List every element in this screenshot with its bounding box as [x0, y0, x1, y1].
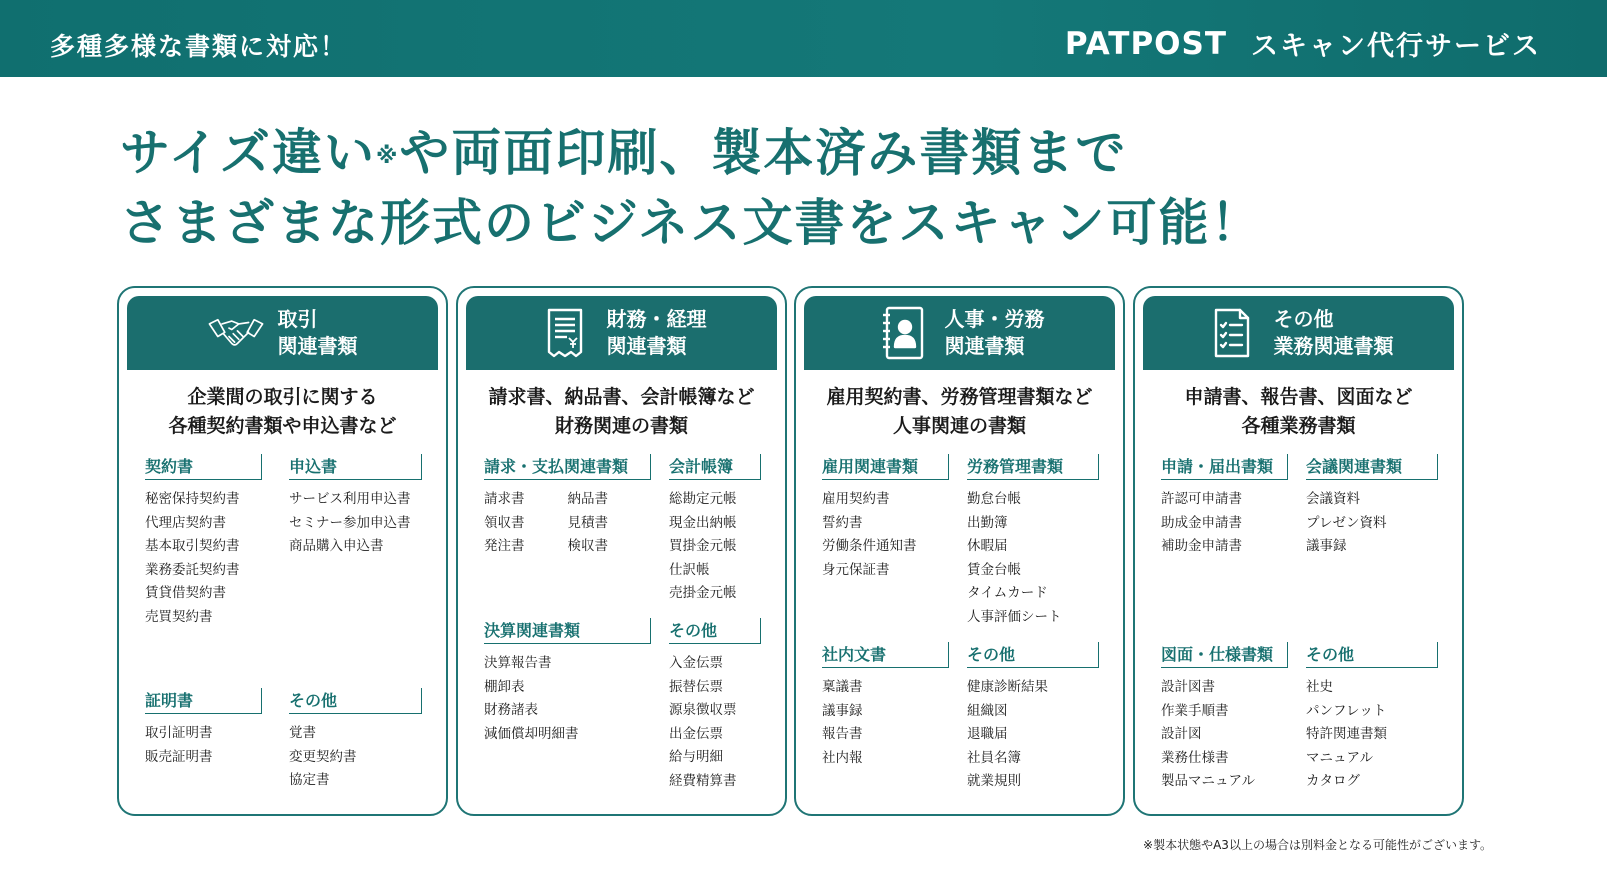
list-item: サービス利用申込書 [289, 491, 411, 507]
section-applications [289, 454, 422, 559]
section-applications-notices [1161, 454, 1288, 559]
section-title: 会計帳簿 [669, 454, 761, 480]
list-item: 労働条件通知書 [822, 538, 917, 554]
section-title: その他 [669, 618, 761, 644]
card-header [1143, 296, 1454, 370]
list-item: 報告書 [822, 726, 863, 742]
personnel-file-icon [875, 305, 931, 361]
item-column [568, 488, 652, 559]
list-item: 身元保証書 [822, 561, 890, 578]
section-items [822, 488, 949, 582]
card-header [804, 296, 1115, 370]
list-item: 設計図 [1161, 726, 1202, 742]
list-item: 健康診断結果 [967, 679, 1048, 695]
section-items [145, 488, 262, 629]
section-title: 証明書 [145, 688, 262, 714]
card-desc-line-1: 雇用契約書、労務管理書類など [826, 386, 1093, 408]
list-item: 給与明細 [669, 749, 723, 765]
section-certificates [145, 688, 262, 769]
list-item: 議事録 [1306, 538, 1347, 554]
list-item: 補助金申請書 [1161, 538, 1242, 554]
list-item: 請求書 [484, 491, 525, 507]
list-item: 特許関連書類 [1306, 726, 1387, 742]
card-hr [794, 286, 1125, 816]
list-item: 誓約書 [822, 514, 863, 531]
section-title: 雇用関連書類 [822, 454, 949, 480]
section-title: 申込書 [289, 454, 422, 480]
card-description [796, 383, 1123, 441]
top-banner [0, 0, 1607, 77]
section-billing [484, 454, 651, 559]
list-item: パンフレット [1306, 702, 1387, 719]
card-desc-line-2: 各種業務書類 [1241, 415, 1356, 437]
card-title-line-1: 人事・労務 [944, 307, 1045, 331]
section-other [289, 688, 422, 793]
list-item: 協定書 [289, 772, 330, 788]
list-item: マニュアル [1306, 749, 1373, 766]
section-meetings [1306, 454, 1438, 559]
section-items [822, 676, 949, 770]
section-items [669, 652, 761, 793]
section-employment [822, 454, 949, 582]
section-other [1306, 642, 1438, 794]
list-item: 雇用契約書 [822, 491, 890, 507]
patpost-logo: PATPOST [1064, 25, 1227, 62]
list-item: 売掛金元帳 [669, 585, 737, 601]
card-title-line-2: 関連書類 [277, 334, 358, 358]
section-title: 図面・仕様書類 [1161, 642, 1288, 668]
list-item: 業務仕様書 [1161, 749, 1229, 766]
list-item: 出勤簿 [967, 514, 1008, 531]
list-item: 組織図 [967, 702, 1008, 719]
handshake-icon [208, 305, 264, 361]
section-other [967, 642, 1099, 794]
list-item: 人事評価シート [967, 608, 1062, 625]
list-item: セミナー参加申込書 [289, 514, 411, 531]
section-items [669, 488, 761, 606]
card-title [278, 306, 358, 360]
list-item: 売買契約書 [145, 608, 213, 625]
card-description [458, 383, 785, 441]
list-item: プレゼン資料 [1306, 514, 1387, 531]
list-item: 領収書 [484, 514, 525, 531]
section-items [145, 722, 262, 769]
list-item: 基本取引契約書 [145, 538, 240, 554]
card-title-line-1: 取引 [277, 307, 318, 331]
card-title-line-2: 関連書類 [606, 334, 687, 358]
headline-line-2: さまざまな形式のビジネス文書をスキャン可能！ [120, 194, 1263, 252]
item-column [484, 488, 568, 559]
section-contracts [145, 454, 262, 629]
section-items [1306, 488, 1438, 559]
headline-text-a: サイズ違い [120, 124, 376, 182]
list-item: 稟議書 [822, 679, 863, 695]
card-finance [456, 286, 787, 816]
section-items [289, 722, 422, 793]
card-header [127, 296, 438, 370]
card-desc-line-2: 人事関連の書類 [892, 415, 1026, 437]
card-desc-line-1: 企業間の取引に関する [187, 386, 378, 408]
card-title-line-2: 関連書類 [944, 334, 1025, 358]
headline [120, 118, 1263, 258]
card-title-line-2: 業務関連書類 [1273, 334, 1394, 358]
list-item: 賃金台帳 [967, 561, 1021, 578]
list-item: 棚卸表 [484, 678, 525, 695]
list-item: カタログ [1306, 773, 1360, 789]
section-items [289, 488, 422, 559]
list-item: 総勘定元帳 [669, 491, 737, 507]
list-item: 社員名簿 [967, 749, 1021, 766]
list-item: 就業規則 [967, 773, 1021, 789]
card-title-line-1: その他 [1273, 307, 1334, 331]
list-item: 買掛金元帳 [669, 538, 737, 554]
section-title: 社内文書 [822, 642, 949, 668]
list-item: 秘密保持契約書 [145, 491, 240, 507]
section-title: その他 [289, 688, 422, 714]
tagline: 多種多様な書類に対応！ [50, 32, 348, 61]
list-item: 振替伝票 [669, 678, 723, 695]
card-title-line-1: 財務・経理 [606, 307, 707, 331]
section-drawings [1161, 642, 1288, 794]
section-labor [967, 454, 1099, 629]
list-item: 社内報 [822, 749, 863, 766]
card-description [1135, 383, 1462, 441]
list-item: 議事録 [822, 702, 863, 719]
card-desc-line-1: 請求書、納品書、会計帳簿など [488, 386, 755, 408]
section-settlement [484, 618, 651, 746]
section-title: その他 [1306, 642, 1438, 668]
list-item: 会議資料 [1306, 491, 1360, 507]
card-desc-line-2: 各種契約書類や申込書など [168, 415, 397, 437]
section-items [484, 652, 651, 746]
list-item: 納品書 [567, 491, 608, 507]
list-item: 減価償却明細書 [484, 725, 579, 742]
card-title [1274, 306, 1394, 360]
list-item: 賃貸借契約書 [145, 585, 226, 601]
section-items [1306, 676, 1438, 794]
list-item: 経費精算書 [669, 772, 737, 789]
list-item: 出金伝票 [669, 725, 723, 742]
section-title: 申請・届出書類 [1161, 454, 1288, 480]
list-item: 設計図書 [1161, 679, 1215, 695]
section-internal [822, 642, 949, 770]
footnote-mark: ※ [376, 144, 400, 169]
card-title [607, 306, 707, 360]
list-item: 検収書 [567, 538, 608, 554]
receipt-yen-icon [537, 305, 593, 361]
card-transaction [117, 286, 448, 816]
service-name: スキャン代行サービス [1251, 31, 1541, 62]
list-item: 源泉徴収票 [669, 702, 737, 718]
footnote: ※製本状態やA3以上の場合は別料金となる可能性がございます。 [1143, 838, 1492, 852]
section-items [967, 488, 1099, 629]
list-item: 退職届 [967, 726, 1008, 742]
card-title [945, 306, 1045, 360]
headline-text-b: や両面印刷、製本済み書類まで [399, 124, 1128, 182]
card-desc-line-2: 財務関連の書類 [554, 415, 688, 437]
section-title: 契約書 [145, 454, 262, 480]
list-item: 覚書 [289, 725, 316, 741]
list-item: 作業手順書 [1161, 702, 1229, 719]
checklist-document-icon [1204, 305, 1260, 361]
brand [1065, 24, 1541, 63]
list-item: 製品マニュアル [1161, 773, 1255, 789]
section-title: 請求・支払関連書類 [484, 454, 651, 480]
list-item: 取引証明書 [145, 725, 213, 741]
list-item: 仕訳帳 [669, 561, 710, 578]
list-item: 業務委託契約書 [145, 561, 240, 578]
list-item: タイムカード [967, 585, 1048, 601]
section-title: 決算関連書類 [484, 618, 651, 644]
list-item: 見積書 [567, 514, 608, 531]
card-description [119, 383, 446, 441]
section-other [669, 618, 761, 793]
card-desc-line-1: 申請書、報告書、図面など [1184, 386, 1413, 408]
list-item: 財務諸表 [484, 702, 538, 718]
section-items [484, 488, 651, 559]
headline-line-1 [120, 118, 1263, 188]
list-item: 商品購入申込書 [289, 538, 384, 554]
list-item: 社史 [1306, 679, 1333, 695]
section-items [967, 676, 1099, 794]
list-item: 許認可申請書 [1161, 491, 1242, 507]
list-item: 休暇届 [967, 538, 1008, 554]
list-item: 発注書 [484, 538, 525, 554]
section-title: 会議関連書類 [1306, 454, 1438, 480]
section-title: 労務管理書類 [967, 454, 1099, 480]
list-item: 助成金申請書 [1161, 514, 1242, 531]
section-items [1161, 488, 1288, 559]
list-item: 代理店契約書 [145, 514, 226, 531]
list-item: 変更契約書 [289, 748, 357, 765]
list-item: 入金伝票 [669, 655, 723, 671]
list-item: 販売証明書 [145, 748, 213, 765]
list-item: 決算報告書 [484, 655, 552, 671]
card-other-business [1133, 286, 1464, 816]
section-title: その他 [967, 642, 1099, 668]
section-items [1161, 676, 1288, 794]
list-item: 現金出納帳 [669, 514, 737, 531]
list-item: 勤怠台帳 [967, 491, 1021, 507]
card-header [466, 296, 777, 370]
section-ledgers [669, 454, 761, 606]
